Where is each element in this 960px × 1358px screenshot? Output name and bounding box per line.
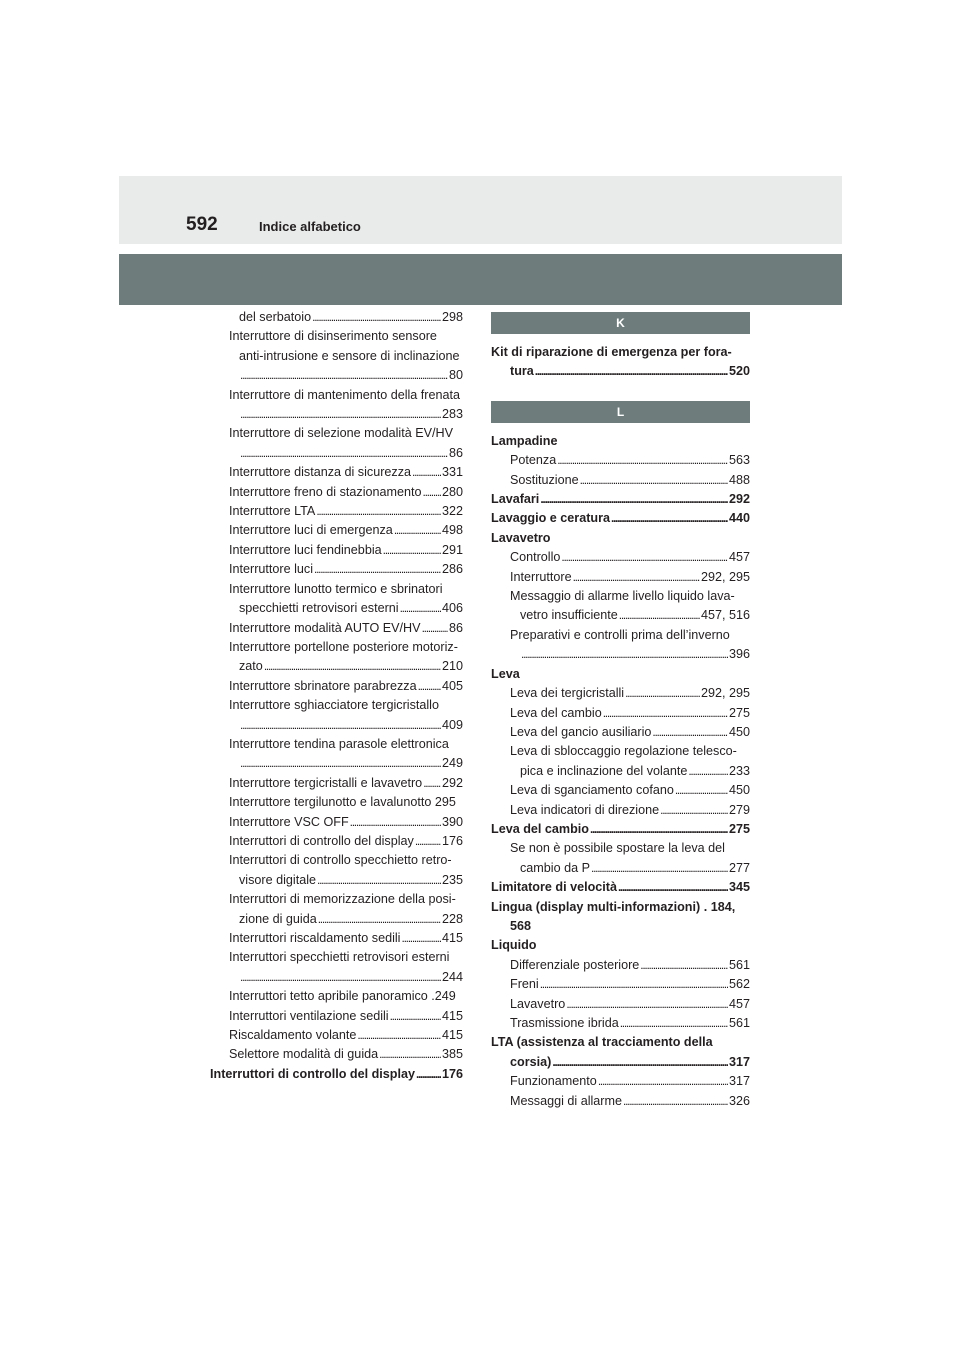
index-term: Leva indicatori di direzione xyxy=(510,802,660,817)
dot-leader xyxy=(240,366,448,385)
dot-leader xyxy=(660,801,728,820)
page-reference: 292 xyxy=(441,775,463,790)
index-term: Trasmissione ibrida xyxy=(510,1016,619,1030)
letter-heading: K xyxy=(491,312,750,334)
index-entry xyxy=(210,716,463,735)
index-line: Lampadine xyxy=(491,433,558,448)
index-line: LTA (assistenza al tracciamento della xyxy=(491,1035,713,1050)
index-entry xyxy=(210,483,463,502)
index-term: zione di guida xyxy=(239,911,317,926)
index-line: Preparativi e controlli prima dell’inverno xyxy=(510,627,730,642)
index-entry xyxy=(491,723,750,742)
index-entry xyxy=(491,684,750,703)
page-reference: 415 xyxy=(441,1008,463,1023)
dot-leader xyxy=(423,483,441,502)
index-term: Interruttore modalità AUTO EV/HV xyxy=(229,620,421,635)
index-entry xyxy=(210,599,463,618)
index-term: Leva del cambio xyxy=(491,821,589,836)
dot-leader xyxy=(318,910,441,929)
dot-leader xyxy=(561,548,728,567)
index-term: Controllo xyxy=(510,550,561,565)
index-entry xyxy=(491,995,750,1014)
index-term: specchietti retrovisori esterni xyxy=(239,601,399,616)
index-term: Potenza xyxy=(510,453,557,468)
dot-leader xyxy=(422,619,448,638)
index-term: Interruttore LTA xyxy=(229,504,316,519)
page-reference: 291 xyxy=(441,542,463,557)
index-term: Interruttore xyxy=(510,569,572,584)
index-term: Interruttori di controllo del display xyxy=(210,1066,416,1081)
spacer xyxy=(491,334,750,343)
dot-leader xyxy=(521,645,728,664)
page-reference: 275 xyxy=(728,705,750,720)
dot-leader xyxy=(590,820,728,839)
page-reference: 440 xyxy=(728,511,750,526)
dot-leader xyxy=(566,995,728,1014)
index-term: Interruttore VSC OFF xyxy=(229,814,349,829)
page-reference: 292, 295 xyxy=(700,686,750,701)
index-term: Sostituzione xyxy=(510,472,579,487)
index-entry xyxy=(210,405,463,424)
dot-leader xyxy=(394,521,441,540)
page-reference: 415 xyxy=(441,1028,463,1043)
index-term: vetro insufficiente xyxy=(520,608,618,623)
dot-leader xyxy=(400,599,441,618)
index-entry xyxy=(210,521,463,540)
index-entry xyxy=(491,1092,750,1111)
index-line: Interruttori tetto apribile panoramico .249 xyxy=(229,989,456,1004)
page-reference: 176 xyxy=(441,833,463,848)
page-reference: 498 xyxy=(441,523,463,538)
page-reference: 322 xyxy=(441,504,463,519)
dot-leader xyxy=(383,541,441,560)
index-entry xyxy=(210,308,463,327)
page-reference: 228 xyxy=(441,911,463,926)
index-line: Messaggio di allarme livello liquido lava- xyxy=(510,589,735,604)
page-reference: 326 xyxy=(728,1093,750,1108)
page-reference: 86 xyxy=(448,620,463,635)
index-term: Interruttori di controllo del display xyxy=(229,833,414,848)
dot-leader xyxy=(625,684,700,703)
page-reference: 457 xyxy=(728,996,750,1011)
index-term: Interruttore sbrinatore parabrezza xyxy=(229,678,417,693)
page-reference: 415 xyxy=(441,931,463,945)
dot-leader xyxy=(316,502,441,521)
page-reference: 561 xyxy=(728,1016,750,1030)
index-entry xyxy=(491,471,750,490)
dot-leader xyxy=(240,405,441,424)
dot-leader xyxy=(591,859,728,878)
index-line: Interruttori di memorizzazione della posi- xyxy=(229,892,456,907)
page-reference: 457, 516 xyxy=(700,608,750,623)
index-term: Leva di sganciamento cofano xyxy=(510,783,674,798)
dot-leader xyxy=(415,832,441,851)
index-term: tura xyxy=(510,364,534,379)
page-reference: 298 xyxy=(441,310,463,324)
dot-leader xyxy=(390,1007,441,1026)
index-entry xyxy=(210,813,463,832)
index-line: Interruttore di disinserimento sensore xyxy=(229,329,437,344)
index-line: Interruttori di controllo specchietto retro- xyxy=(229,853,452,868)
index-term: del serbatoio xyxy=(239,310,312,324)
dot-leader xyxy=(350,813,441,832)
page-reference: 249 xyxy=(441,756,463,771)
index-entry xyxy=(210,929,463,948)
page-reference: 450 xyxy=(728,783,750,798)
dot-leader xyxy=(379,1045,441,1064)
index-entry xyxy=(210,560,463,579)
dot-leader xyxy=(240,968,441,987)
dot-leader xyxy=(317,871,441,890)
page-reference: 283 xyxy=(441,407,463,422)
index-entry xyxy=(491,568,750,587)
index-entry xyxy=(210,1007,463,1026)
index-entry xyxy=(491,606,750,625)
dot-leader xyxy=(418,677,441,696)
dot-leader xyxy=(240,444,448,463)
index-line: Interruttore portellone posteriore motoriz- xyxy=(229,639,458,654)
index-entry xyxy=(210,871,463,890)
page-reference: 317 xyxy=(728,1054,750,1069)
index-line: Interruttore tendina parasole elettronica xyxy=(229,736,449,751)
index-entry xyxy=(210,541,463,560)
index-entry xyxy=(491,762,750,781)
index-entry xyxy=(210,677,463,696)
index-term: Lavavetro xyxy=(510,996,566,1011)
page-reference: 390 xyxy=(441,814,463,829)
index-line: Interruttore sghiacciatore tergicristallo xyxy=(229,698,439,713)
index-line: Interruttore di selezione modalità EV/HV xyxy=(229,426,454,441)
index-term: Interruttore luci xyxy=(229,562,313,577)
page-reference: 331 xyxy=(441,465,463,480)
index-entry xyxy=(210,1045,463,1064)
index-entry xyxy=(491,451,750,470)
dot-leader xyxy=(620,1014,728,1033)
index-term: Limitatore di velocità xyxy=(491,880,617,895)
page-reference: 385 xyxy=(441,1047,463,1062)
index-term: zato xyxy=(239,659,263,674)
dot-leader xyxy=(573,568,700,587)
index-term: pica e inclinazione del volante xyxy=(520,763,688,778)
dot-leader xyxy=(611,509,728,528)
index-entry xyxy=(210,754,463,773)
index-term: Selettore modalità di guida xyxy=(229,1047,379,1062)
index-term: Funzionamento xyxy=(510,1074,597,1089)
dot-leader xyxy=(619,606,700,625)
index-entry xyxy=(491,859,750,878)
index-entry xyxy=(491,975,750,994)
index-line: Se non è possibile spostare la leva del xyxy=(510,841,725,856)
page-reference: 405 xyxy=(441,678,463,693)
index-term: Interruttore distanza di sicurezza xyxy=(229,465,411,480)
spacer xyxy=(491,423,750,432)
letter-heading: L xyxy=(491,401,750,423)
index-line: Lingua (display multi-informazioni) . 184, xyxy=(491,899,736,914)
index-entry xyxy=(491,362,750,381)
page-number: 592 xyxy=(186,214,218,235)
page-reference: 176 xyxy=(441,1066,463,1081)
page-reference: 292, 295 xyxy=(700,569,750,584)
dot-leader xyxy=(557,451,728,470)
index-term: Interruttori ventilazione sedili xyxy=(229,1008,389,1023)
index-column-left xyxy=(210,308,463,1084)
page-reference: 488 xyxy=(728,472,750,487)
index-line: 568 xyxy=(510,918,532,933)
index-entry xyxy=(210,366,463,385)
index-term: Riscaldamento volante xyxy=(229,1028,357,1043)
dot-leader xyxy=(598,1072,728,1091)
index-entry xyxy=(491,781,750,800)
index-entry xyxy=(491,1014,750,1033)
dot-leader xyxy=(540,490,728,509)
index-entry xyxy=(491,509,750,528)
dot-leader xyxy=(640,956,728,975)
page-reference: 275 xyxy=(728,821,750,836)
dot-leader xyxy=(552,1053,728,1072)
index-column-right xyxy=(491,312,750,1111)
dot-leader xyxy=(688,762,728,781)
dot-leader xyxy=(412,463,441,482)
spacer xyxy=(491,382,750,401)
page-reference: 244 xyxy=(441,969,463,984)
index-line: Leva di sbloccaggio regolazione telesco- xyxy=(510,744,737,759)
dot-leader xyxy=(580,471,728,490)
index-term: Leva dei tergicristalli xyxy=(510,686,625,701)
dot-leader xyxy=(312,308,441,327)
index-line: Liquido xyxy=(491,938,537,953)
index-term: Differenziale posteriore xyxy=(510,957,640,972)
dot-leader xyxy=(240,754,441,773)
index-entry xyxy=(491,1053,750,1072)
index-line: Interruttore lunotto termico e sbrinatori xyxy=(229,581,443,596)
dot-leader xyxy=(314,560,441,579)
page-reference: 561 xyxy=(728,957,750,972)
dot-leader xyxy=(603,704,728,723)
index-line: Lavavetro xyxy=(491,530,551,545)
dot-leader xyxy=(652,723,728,742)
index-term: Freni xyxy=(510,977,539,992)
index-entry xyxy=(210,502,463,521)
index-entry xyxy=(491,878,750,897)
page-reference: 292 xyxy=(728,492,750,507)
page-reference: 562 xyxy=(728,977,750,992)
page-reference: 457 xyxy=(728,550,750,565)
index-entry xyxy=(210,774,463,793)
index-entry xyxy=(491,1072,750,1091)
index-term: Interruttore luci di emergenza xyxy=(229,523,393,538)
page-reference: 80 xyxy=(448,368,463,383)
index-entry xyxy=(491,820,750,839)
page-reference: 345 xyxy=(728,880,750,895)
index-entry xyxy=(210,910,463,929)
page-reference: 409 xyxy=(441,717,463,732)
dot-leader xyxy=(416,1065,441,1084)
index-entry xyxy=(210,619,463,638)
index-term: Interruttore luci fendinebbia xyxy=(229,542,382,557)
index-entry xyxy=(491,956,750,975)
index-entry xyxy=(210,463,463,482)
index-entry xyxy=(210,1065,463,1084)
index-term: Leva del cambio xyxy=(510,705,602,720)
index-entry xyxy=(210,832,463,851)
dot-leader xyxy=(240,716,441,735)
dot-leader xyxy=(675,781,728,800)
page-reference: 396 xyxy=(728,647,750,662)
page-reference: 450 xyxy=(728,724,750,739)
index-entry xyxy=(491,490,750,509)
index-term: Lavaggio e ceratura xyxy=(491,511,610,526)
page-reference: 286 xyxy=(441,562,463,577)
dot-leader xyxy=(540,975,728,994)
page-reference: 279 xyxy=(728,802,750,817)
dot-leader xyxy=(618,878,728,897)
index-entry xyxy=(210,1026,463,1045)
page-reference: 563 xyxy=(728,453,750,468)
section-title: Indice alfabetico xyxy=(259,219,361,234)
dot-leader xyxy=(357,1026,441,1045)
index-term: Messaggi di allarme xyxy=(510,1093,622,1108)
page-reference: 406 xyxy=(441,601,463,616)
index-entry xyxy=(210,968,463,987)
page-reference: 86 xyxy=(448,445,463,460)
dot-leader xyxy=(623,1092,728,1111)
index-entry xyxy=(210,444,463,463)
page-reference: 233 xyxy=(728,763,750,778)
dot-leader xyxy=(402,929,441,948)
page-reference: 520 xyxy=(728,364,750,379)
index-entry xyxy=(491,548,750,567)
index-line: Interruttore di mantenimento della frenata xyxy=(229,387,461,402)
index-term: Interruttore tergicristalli e lavavetro xyxy=(229,775,423,790)
index-term: visore digitale xyxy=(239,872,317,887)
page-reference: 210 xyxy=(441,659,463,674)
index-term: corsia) xyxy=(510,1054,552,1069)
index-entry xyxy=(491,704,750,723)
page-reference: 277 xyxy=(728,860,750,875)
index-term: Leva del gancio ausiliario xyxy=(510,724,652,739)
page-reference: 235 xyxy=(441,872,463,887)
index-entry xyxy=(491,645,750,664)
dot-leader xyxy=(535,362,728,381)
dot-leader xyxy=(264,657,441,676)
page-reference: 280 xyxy=(441,484,463,499)
page-reference: 317 xyxy=(728,1074,750,1089)
index-term: Lavafari xyxy=(491,492,540,507)
index-term: Interruttore freno di stazionamento xyxy=(229,484,422,499)
index-line: anti-intrusione e sensore di inclinazione xyxy=(239,348,460,363)
index-term: cambio da P xyxy=(520,860,591,875)
index-line: Leva xyxy=(491,666,520,681)
index-entry xyxy=(210,657,463,676)
index-line: Interruttore tergilunotto e lavalunotto 295 xyxy=(229,795,456,810)
index-line: Interruttori specchietti retrovisori esterni xyxy=(229,950,450,965)
header-bar xyxy=(119,254,842,305)
header-band xyxy=(119,176,842,244)
index-term: Interruttori riscaldamento sedili xyxy=(229,931,401,945)
dot-leader xyxy=(423,774,441,793)
index-line: Kit di riparazione di emergenza per fora- xyxy=(491,345,732,359)
index-entry xyxy=(491,801,750,820)
